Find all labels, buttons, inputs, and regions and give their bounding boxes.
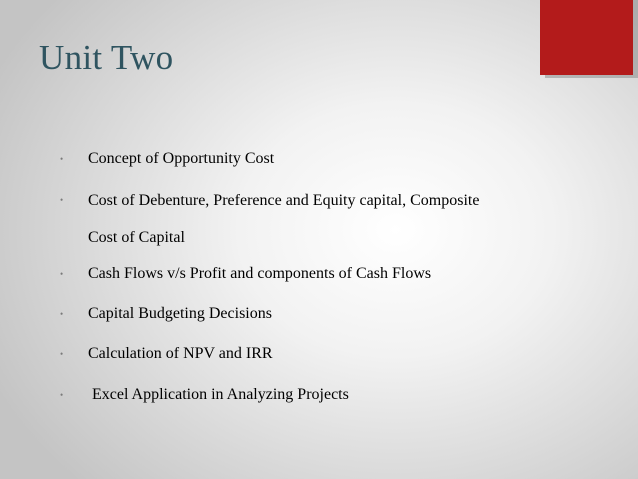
- slide-title: Unit Two: [39, 38, 174, 77]
- bullet-icon: •: [60, 309, 64, 319]
- bullet-text: Calculation of NPV and IRR: [88, 345, 273, 362]
- bullet-icon: •: [60, 269, 64, 279]
- bullet-item: [60, 262, 431, 286]
- bullet-icon: •: [60, 154, 64, 164]
- bullet-text: Capital Budgeting Decisions: [88, 305, 272, 322]
- bullet-item: [60, 302, 272, 326]
- bullet-icon: •: [60, 390, 64, 400]
- bullet-item: [60, 383, 349, 407]
- bullet-item: [60, 342, 273, 366]
- bullet-icon: •: [60, 349, 64, 359]
- bullet-text: Concept of Opportunity Cost: [88, 150, 275, 167]
- bullet-icon: •: [60, 195, 64, 205]
- bullet-text: Cash Flows v/s Profit and components of Cash Flows: [88, 265, 432, 282]
- bullet-text-line: Cost of Capital: [88, 229, 185, 246]
- bullet-item: [60, 188, 479, 256]
- bullet-text-line: Cost of Debenture, Preference and Equity capital, Composite: [88, 192, 480, 209]
- bullet-text: [88, 182, 479, 256]
- bullet-item: [60, 147, 274, 171]
- bullet-text: Excel Application in Analyzing Projects: [88, 386, 349, 403]
